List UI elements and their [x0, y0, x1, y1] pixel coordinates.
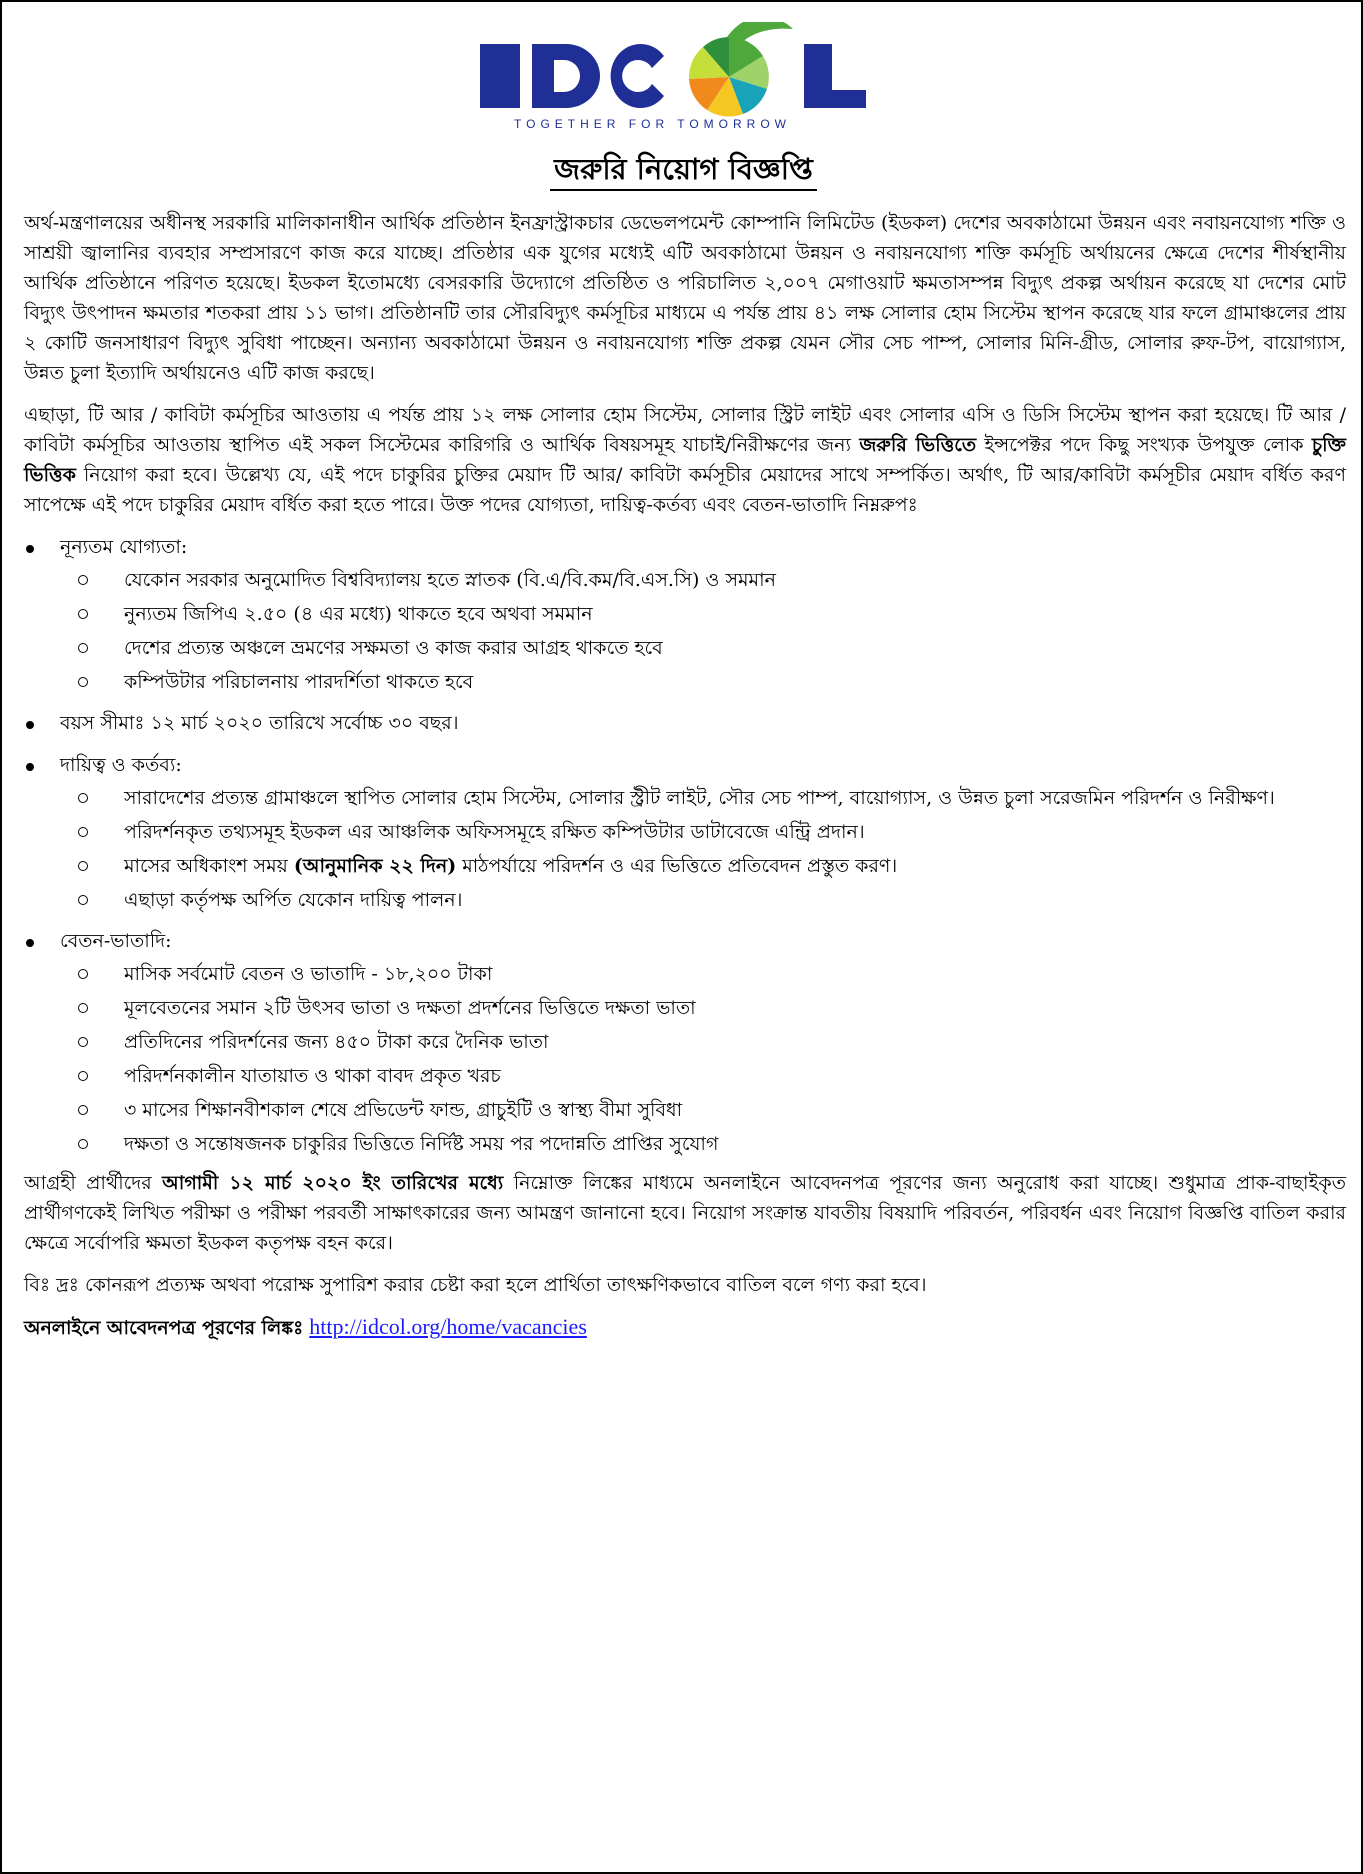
- list-item: কম্পিউটার পরিচালনায় পারদর্শিতা থাকতে হবে: [24, 668, 1346, 696]
- circle-bullet-icon: [78, 895, 88, 905]
- list-item: পরিদর্শনকৃত তথ্যসমূহ ইডকল এর আঞ্চলিক অফিসসমূহে রক্ষিত কম্পিউটার ডাটাবেজে এন্ট্রি প্রদান।: [24, 818, 1346, 846]
- para2-text-b: ইন্সপেক্টর পদে কিছু সংখ্যক উপযুক্ত লোক: [976, 434, 1312, 456]
- para2-bold-contract: চুক্তি ভিত্তিক: [24, 434, 1347, 486]
- note-paragraph: বিঃ দ্রঃ কোনরূপ প্রত্যক্ষ অথবা পরোক্ষ সুপারিশ করার চেষ্টা করা হলে প্রার্থিতা তাৎক্ষণিকভাবে বাতিল বলে গণ্য করা হবে।: [24, 1274, 927, 1296]
- circle-bullet-icon: [78, 1071, 88, 1081]
- logo-tagline: TOGETHER FOR TOMORROW: [514, 117, 792, 131]
- circle-bullet-icon: [78, 1037, 88, 1047]
- title-wrap: [2, 150, 1363, 191]
- intro-paragraph: অর্থ-মন্ত্রণালয়ের অধীনস্থ সরকারি মালিকানাধীন আর্থিক প্রতিষ্ঠান ইনফ্রাস্ট্রাকচার ডেভেলপমেন্ট কোম্পানি লিমিটেড (ইডকল) দেশের অবকাঠামো উন্নয়ন এবং নবায়নযোগ্য শক্তি ও সাশ্রয়ী জ্বালানির ব্যবহার সম্প্রসারণে কাজ করে যাচ্ছে। প্রতিষ্ঠার এক যুগের মধ্যেই এটি অবকাঠামো উন্নয়ন ও নবায়নযোগ্য শক্তি কর্মসূচি অর্থায়নের ক্ষেত্রে দেশের শীর্ষস্থানীয় আর্থিক প্রতিষ্ঠানে পরিণত হয়েছে। ইডকল ইতোমধ্যে বেসরকারি উদ্যোগে প্রতিষ্ঠিত ও পরিচালিত ২,০০৭ মেগাওয়াট ক্ষমতাসম্পন্ন বিদ্যুৎ প্রকল্প অর্থায়ন করেছে যা দেশের মোট বিদ্যুৎ উৎপাদন ক্ষমতার শতকরা প্রায় ১১ ভাগ। প্রতিষ্ঠানটি তার সৌরবিদ্যুৎ কর্মসূচির মাধ্যমে এ পর্যন্ত প্রায় ৪১ লক্ষ সোলার হোম সিস্টেম স্থাপন করেছে যার ফলে গ্রামাঞ্চলের প্রায় ২ কোটি জনসাধারণ বিদ্যুৎ সুবিধা পাচ্ছেন। অন্যান্য অবকাঠামো উন্নয়ন ও নবায়নযোগ্য শক্তি প্রকল্প যেমন সৌর সেচ পাম্প, সোলার মিনি-গ্রীড, সোলার রুফ-টপ, বায়োগ্যাস, উন্নত চুলা ইত্যাদি অর্থায়নেও এটি কাজ করছে।: [24, 212, 1346, 384]
- idcol-logo-graphic: [474, 22, 906, 136]
- deadline-text: আগামী ১২ মার্চ ২০২০ ইং তারিখের মধ্যে: [162, 1172, 504, 1194]
- bullet-icon: [26, 721, 34, 729]
- qualification-heading: নূন্যতম যোগ্যতা:: [60, 536, 188, 558]
- para2-text-a: এছাড়া, টি আর / কাবিটা কর্মসূচির আওতায় এ পর্যন্ত প্রায় ১২ লক্ষ সোলার হোম সিস্টেম, সোলার স্ট্রিট লাইট এবং সোলার এসি ও ডিসি সিস্টেম স্থাপন করা হয়েছে। টি আর / কাবিটা কর্মসূচির আওতায় স্থাপিত এই সকল সিস্টেমের কারিগরি ও আর্থিক বিষয়সমূহ যাচাই/নিরীক্ষণের জন্য: [24, 404, 1346, 456]
- list-item: সারাদেশের প্রত্যন্ত গ্রামাঞ্চলে স্থাপিত সোলার হোম সিস্টেম, সোলার স্ট্রীট লাইট, সৌর সেচ পাম্প, বায়োগ্যাস, ও উন্নত চুলা সরেজমিন পরিদর্শন ও নিরীক্ষণ।: [24, 784, 1346, 812]
- notice-title: জরুরি নিয়োগ বিজ্ঞপ্তি: [550, 150, 817, 191]
- list-item: নুন্যতম জিপিএ ২.৫০ (৪ এর মধ্যে) থাকতে হবে অথবা সমমান: [24, 600, 1346, 628]
- link-label: অনলাইনে আবেদনপত্র পূরণের লিঙ্কঃ: [24, 1317, 304, 1339]
- tr-kabita-paragraph: [24, 400, 1346, 520]
- circle-bullet-icon: [78, 969, 88, 979]
- list-item: দেশের প্রত্যন্ত অঞ্চলে ভ্রমণের সক্ষমতা ও কাজ করার আগ্রহ থাকতে হবে: [24, 634, 1346, 662]
- notice-body: [24, 208, 1346, 1355]
- section-salary: [24, 926, 1346, 1158]
- circle-bullet-icon: [78, 793, 88, 803]
- age-heading: বয়স সীমাঃ ১২ মার্চ ২০২০ তারিখে সর্বোচ্চ ৩০ বছর।: [60, 712, 459, 734]
- section-duties: [24, 750, 1346, 914]
- list-item: পরিদর্শনকালীন যাতায়াত ও থাকা বাবদ প্রকৃত খরচ: [24, 1062, 1346, 1090]
- duties-heading: দায়িত্ব ও কর্তব্য:: [60, 754, 182, 776]
- bullet-icon: [26, 763, 34, 771]
- list-item: মূলবেতনের সমান ২টি উৎসব ভাতা ও দক্ষতা প্রদর্শনের ভিত্তিতে দক্ষতা ভাতা: [24, 994, 1346, 1022]
- list-item: প্রতিদিনের পরিদর্শনের জন্য ৪৫০ টাকা করে দৈনিক ভাতা: [24, 1028, 1346, 1056]
- application-paragraph: আগ্রহী প্রার্থীদের আগামী ১২ মার্চ ২০২০ ইং তারিখের মধ্যে নিম্নোক্ত লিঙ্কের মাধ্যমে অনলাইনে আবেদনপত্র পূরণের জন্য অনুরোধ করা যাচ্ছে। শুধুমাত্র প্রাক-বাছাইকৃত প্রার্থীগণকেই লিখিত পরীক্ষা ও পরীক্ষা পরবর্তী সাক্ষাৎকারের জন্য আমন্ত্রণ জানানো হবে। নিয়োগ সংক্রান্ত যাবতীয় বিষয়াদি পরিবর্তন, পরিবর্ধন এবং নিয়োগ বিজ্ঞপ্তি বাতিল করার ক্ষেত্রে সর্বোপরি ক্ষমতা ইডকল কতৃপক্ষ বহন করে।: [24, 1172, 1346, 1254]
- circle-bullet-icon: [78, 1003, 88, 1013]
- list-item: ৩ মাসের শিক্ষানবীশকাল শেষে প্রভিডেন্ট ফান্ড, গ্রাচুইটি ও স্বাস্থ্য বীমা সুবিধা: [24, 1096, 1346, 1124]
- circle-bullet-icon: [78, 677, 88, 687]
- list-item: দক্ষতা ও সন্তোষজনক চাকুরির ভিত্তিতে নির্দিষ্ট সময় পর পদোন্নতি প্রাপ্তির সুযোগ: [24, 1130, 1346, 1158]
- para2-bold-urgent: জরুরি ভিত্তিতে: [859, 434, 977, 456]
- circle-bullet-icon: [78, 1105, 88, 1115]
- list-item: এছাড়া কর্তৃপক্ষ অর্পিত যেকোন দায়িত্ব পালন।: [24, 886, 1346, 914]
- list-item: মাসের অধিকাংশ সময় (আনুমানিক ২২ দিন) মাঠপর্যায়ে পরিদর্শন ও এর ভিত্তিতে প্রতিবেদন প্রস্তুত করণ।: [24, 852, 1346, 880]
- list-item: মাসিক সর্বমোট বেতন ও ভাতাদি - ১৮,২০০ টাকা: [24, 960, 1346, 988]
- bullet-icon: [26, 939, 34, 947]
- circle-bullet-icon: [78, 861, 88, 871]
- list-item: যেকোন সরকার অনুমোদিত বিশ্ববিদ্যালয় হতে স্নাতক (বি.এ/বি.কম/বি.এস.সি) ও সমমান: [24, 566, 1346, 594]
- idcol-logo: [474, 22, 906, 136]
- circle-bullet-icon: [78, 575, 88, 585]
- section-age: [24, 708, 1346, 738]
- section-qualification: [24, 532, 1346, 696]
- online-link-line: [24, 1312, 1346, 1343]
- circle-bullet-icon: [78, 1139, 88, 1149]
- para2-text-c: নিয়োগ করা হবে। উল্লেখ্য যে, এই পদে চাকুরির চুক্তির মেয়াদ টি আর/ কাবিটা কর্মসূচীর মেয়াদের সাথে সম্পর্কিত। অর্থাৎ, টি আর/কাবিটা কর্মসূচীর মেয়াদ বর্ধিত করণ সাপেক্ষে এই পদে চাকুরির মেয়াদ বর্ধিত করা হতে পারে। উক্ত পদের যোগ্যতা, দায়িত্ব-কর্তব্য এবং বেতন-ভাতাদি নিম্নরুপঃ: [24, 464, 1346, 516]
- salary-heading: বেতন-ভাতাদি:: [60, 930, 172, 952]
- circle-bullet-icon: [78, 827, 88, 837]
- vacancies-link[interactable]: http://idcol.org/home/vacancies: [309, 1314, 587, 1339]
- circle-bullet-icon: [78, 609, 88, 619]
- circle-bullet-icon: [78, 643, 88, 653]
- bullet-icon: [26, 545, 34, 553]
